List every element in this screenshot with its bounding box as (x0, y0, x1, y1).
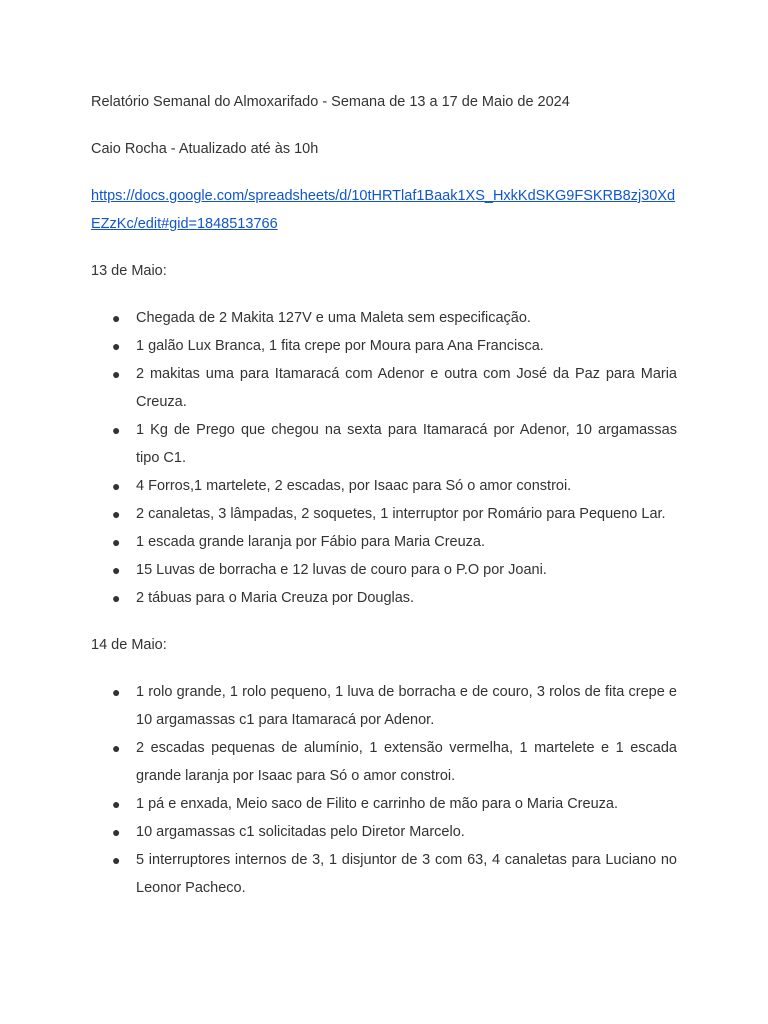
day-heading-14: 14 de Maio: (91, 637, 167, 653)
list-item: ● 1 galão Lux Branca, 1 fita crepe por Moura para Ana Francisca. (91, 332, 677, 360)
author-line: Caio Rocha - Atualizado até às 10h (91, 141, 319, 157)
list-item: ● 1 Kg de Prego que chegou na sexta para Itamaracá por Adenor, 10 argamassas tipo C1. (91, 416, 677, 472)
bullet-icon: ● (112, 590, 121, 606)
day-14-list (91, 678, 677, 902)
list-item: ● 2 canaletas, 3 lâmpadas, 2 soquetes, 1 interruptor por Romário para Pequeno Lar. (91, 500, 677, 528)
bullet-icon: ● (112, 478, 121, 494)
list-item: ● 1 rolo grande, 1 rolo pequeno, 1 luva de borracha e de couro, 3 rolos de fita crepe e 10 argamassas c1 para Itamaracá por Adenor. (91, 678, 677, 734)
bullet-icon: ● (112, 534, 121, 550)
list-item: ● 10 argamassas c1 solicitadas pelo Diretor Marcelo. (91, 818, 677, 846)
spreadsheet-link-paragraph (91, 182, 677, 238)
bullet-icon: ● (112, 796, 121, 812)
list-item: ● 2 escadas pequenas de alumínio, 1 extensão vermelha, 1 martelete e 1 escada grande laranja por Isaac para Só o amor constroi. (91, 734, 677, 790)
spreadsheet-link[interactable]: https://docs.google.com/spreadsheets/d/10tHRTlaf1Baak1XS_HxkKdSKG9FSKRB8zj30XdEZzKc/edit#gid=1848513766 (91, 188, 676, 232)
list-item: ● 5 interruptores internos de 3, 1 disjuntor de 3 com 63, 4 canaletas para Luciano no Leonor Pacheco. (91, 846, 677, 902)
list-item: ● 15 Luvas de borracha e 12 luvas de couro para o P.O por Joani. (91, 556, 677, 584)
bullet-icon: ● (112, 562, 121, 578)
bullet-icon: ● (112, 366, 121, 382)
bullet-icon: ● (112, 422, 121, 438)
bullet-icon: ● (112, 310, 121, 326)
list-item: ● 2 tábuas para o Maria Creuza por Douglas. (91, 584, 677, 612)
bullet-icon: ● (112, 852, 121, 868)
bullet-icon: ● (112, 338, 121, 354)
list-item: ● 1 escada grande laranja por Fábio para Maria Creuza. (91, 528, 677, 556)
bullet-icon: ● (112, 506, 121, 522)
list-item: ● 1 pá e enxada, Meio saco de Filito e carrinho de mão para o Maria Creuza. (91, 790, 677, 818)
report-title: Relatório Semanal do Almoxarifado - Semana de 13 a 17 de Maio de 2024 (91, 94, 570, 110)
document-page (91, 88, 677, 921)
day-heading-13: 13 de Maio: (91, 263, 167, 279)
bullet-icon: ● (112, 824, 121, 840)
list-item: ● Chegada de 2 Makita 127V e uma Maleta sem especificação. (91, 304, 677, 332)
bullet-icon: ● (112, 740, 121, 756)
list-item: ● 4 Forros,1 martelete, 2 escadas, por Isaac para Só o amor constroi. (91, 472, 677, 500)
bullet-icon: ● (112, 684, 121, 700)
list-item: ● 2 makitas uma para Itamaracá com Adenor e outra com José da Paz para Maria Creuza. (91, 360, 677, 416)
day-13-list (91, 304, 677, 612)
